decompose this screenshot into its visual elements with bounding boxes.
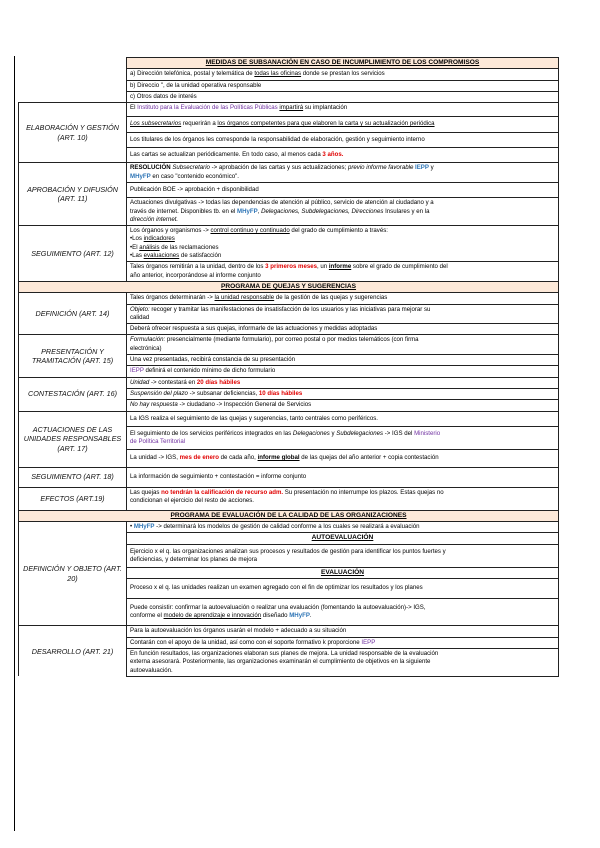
elab-line-4: Las cartas se actualizan periódicamente. En todo caso, al menos cada 3 años. [127, 148, 559, 163]
pres-line-1: Formulación: presencialmente (mediante formulario), por correo postal o por medios telemáticos (con firma electrónica) [127, 335, 559, 355]
seg18-line-1: La información de seguimiento + contestación = informe conjunto [127, 467, 559, 487]
cont-line-1: Unidad -> contestará en 20 días hábiles [127, 377, 559, 388]
act-line-2: El seguimiento de los servicios periféricos integrados en las Delegaciones y Subdelegaciones -> IGS del Ministerio de Política Territorial [127, 426, 559, 450]
label-definicion-14: DEFINICIÓN (ART. 14) [19, 293, 127, 335]
item-c: c) Otros datos de interés [127, 91, 559, 102]
act-line-3: La unidad -> IGS, mes de enero de cada año, informe global de las quejas del año anterior + copia contestación [127, 450, 559, 467]
empty-label-cell [19, 58, 127, 103]
item-a: a) Dirección telefónica, postal y telemática de todas las oficinas donde se prestan los servicios [127, 69, 559, 80]
efe-line-1: Las quejas no tendrán la calificación de recurso adm. Su presentación no interrumpe los plazos. Estas quejas no condicionan el ejercicio del resto de acciones. [127, 487, 559, 510]
summary-table [18, 57, 559, 677]
cont-line-3: No hay respuesta -> ciudadano -> Inspección General de Servicios [127, 400, 559, 411]
def20-line-1: • MHyFP -> determinará los modelos de gestión de calidad conforme a los cuales se realizará a evaluación [127, 521, 559, 532]
des-line-1: Para la autoevaluación los órganos usarán el modelo + adecuado a su situación [127, 626, 559, 637]
elab-line-2: Los subsecretarios requerirán a los órganos competentes para que elaboren la carta y su actualización periódica [127, 117, 559, 132]
label-actuaciones: ACTUACIONES DE LAS UNIDADES RESPONSABLES (ART. 17) [19, 411, 127, 467]
label-efectos: EFECTOS (ART.19) [19, 487, 127, 510]
aprob-line-2: Publicación BOE -> aprobación + disponibilidad [127, 182, 559, 197]
section-header-evaluacion: PROGRAMA DE EVALUACIÓN DE LA CALIDAD DE LAS ORGANIZACIONES [19, 510, 559, 521]
def14-line-3: Deberá ofrecer respuesta a sus quejas, informarle de las actuaciones y medidas adoptadas [127, 324, 559, 335]
label-definicion-20: DEFINICIÓN Y OBJETO (ART. 20) [19, 521, 127, 625]
label-seguimiento-18: SEGUIMIENTO (ART. 18) [19, 467, 127, 487]
des-line-2: Contarán con el apoyo de la unidad, así como con el soporte formativo k proporcione IEPP [127, 637, 559, 648]
label-elaboracion: ELABORACIÓN Y GESTIÓN (ART. 10) [19, 103, 127, 163]
elab-line-1: El Instituto para la Evaluación de las Políticas Públicas impartirá su implantación [127, 103, 559, 117]
left-margin-rule [14, 56, 15, 831]
act-line-1: La IGS realiza el seguimiento de las quejas y sugerencias, tanto centrales como periféricos. [127, 411, 559, 426]
seg-line-2: Tales órganos remitirán a la unidad, dentro de los 3 primeros meses, un informe sobre el grado de cumplimiento del año anterior, incorporándose al informe conjunto [127, 262, 559, 282]
def20-line-4: Puede consistir: confirmar la autoevaluación o realizar una evaluación (fomentando la autoevaluación)-> IGS, conforme el modelo de aprendizaje e innovación diseñado MHyFP. [127, 598, 559, 626]
section-header-subsanacion: MEDIDAS DE SUBSANACIÓN EN CASO DE INCUMPLIMIENTO DE LOS COMPROMISOS [127, 58, 559, 69]
label-seguimiento-12: SEGUIMIENTO (ART. 12) [19, 226, 127, 282]
label-contestacion: CONTESTACIÓN (ART. 16) [19, 377, 127, 411]
def14-line-1: Tales órganos determinarán -> la unidad responsable de la gestión de las quejas y sugerencias [127, 293, 559, 304]
def20-line-2: Ejercicio x el q. las organizaciones analizan sus procesos y resultados de gestión para identificar los puntos fuertes y deficiencias, y determinar los planes de mejora [127, 544, 559, 568]
seg-line-1: Los órganos y organismos -> control continuo y continuado del grado de cumplimiento a través: •Los indicadores •El análisis de las reclamaciones •Las evaluaciones de satisfacción [127, 226, 559, 262]
section-header-quejas: PROGRAMA DE QUEJAS Y SUGERENCIAS [19, 281, 559, 292]
cont-line-2: Suspensión del plazo -> subsanar deficiencias, 10 días hábiles [127, 388, 559, 399]
aprob-line-1: RESOLUCIÓN Subsecretario -> aprobación de las cartas y sus actualizaciones; previo informe favorable IEPP y MHyFP en caso "contenido económico". [127, 163, 559, 183]
des-line-3: En función resultados, las organizaciones elaboran sus planes de mejora. La unidad responsable de la evaluación externa asesorará. Posteriormente, las organizaciones examinarán el cumplimiento de objetivos en la siguiente autoevaluación. [127, 648, 559, 676]
def20-line-3: Proceso x el q. las unidades realizan un examen agregado con el fin de optimizar los resultados y los planes [127, 579, 559, 598]
subheader-evaluacion: EVALUACIÓN [127, 568, 559, 579]
subheader-autoevaluacion: AUTOEVALUACIÓN [127, 533, 559, 544]
pres-line-2: Una vez presentadas, recibirá constancia de su presentación [127, 355, 559, 366]
elab-line-3: Los titulares de los órganos les corresponde la responsabilidad de elaboración, gestión y seguimiento interno [127, 132, 559, 147]
label-presentacion: PRESENTACIÓN Y TRAMITACIÓN (ART. 15) [19, 335, 127, 377]
label-aprobacion: APROBACIÓN Y DIFUSIÓN (ART. 11) [19, 163, 127, 226]
label-desarrollo: DESARROLLO (ART. 21) [19, 626, 127, 676]
def14-line-2: Objeto: recoger y tramitar las manifestaciones de insatisfacción de los usuarios y las iniciativas para mejorar su calidad [127, 304, 559, 324]
pres-line-3: IEPP definirá el contenido mínimo de dicho formulario [127, 366, 559, 377]
item-b: b) Direccio ", de la unidad operativa responsable [127, 80, 559, 91]
aprob-line-3: Actuaciones divulgativas -> todas las dependencias de atención al público, servicio de atención al ciudadano y a través de internet. Disponibles tb. en el MHyFP, Delegaciones, Subdelegaciones, Direcciones Insulares y en la dirección internet. [127, 198, 559, 226]
